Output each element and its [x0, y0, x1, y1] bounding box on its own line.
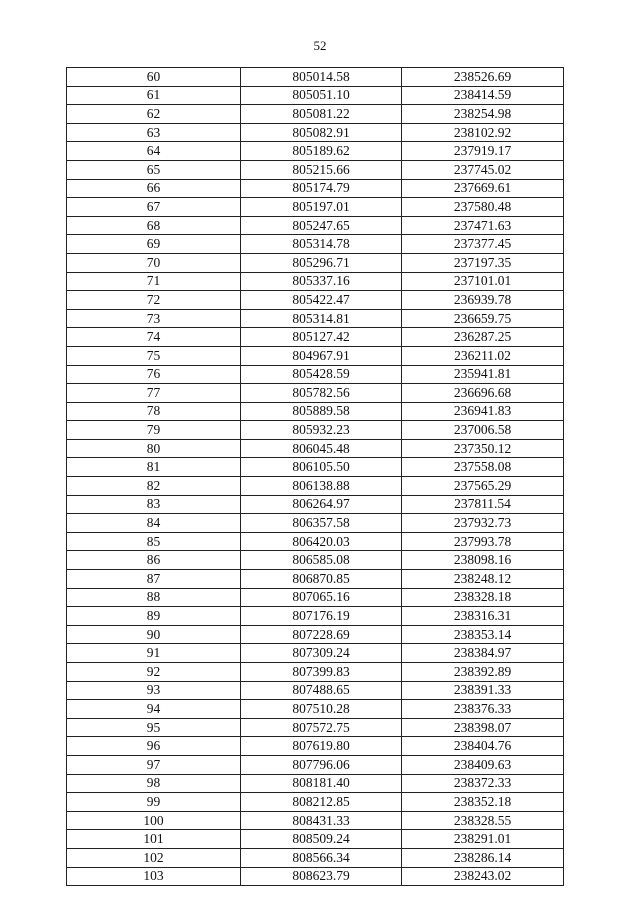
- y-coordinate-cell: 238286.14: [402, 848, 564, 867]
- point-number-cell: 78: [67, 402, 241, 421]
- table-row: [67, 179, 564, 198]
- point-number-cell: 67: [67, 198, 241, 217]
- x-coordinate-cell: 806264.97: [241, 495, 402, 514]
- x-coordinate-cell: 805127.42: [241, 328, 402, 347]
- table-row: [67, 570, 564, 589]
- x-coordinate-cell: 805314.78: [241, 235, 402, 254]
- point-number-cell: 70: [67, 253, 241, 272]
- y-coordinate-cell: 236659.75: [402, 309, 564, 328]
- table-row: [67, 755, 564, 774]
- x-coordinate-cell: 806585.08: [241, 551, 402, 570]
- point-number-cell: 98: [67, 774, 241, 793]
- table-row: [67, 216, 564, 235]
- y-coordinate-cell: 238352.18: [402, 793, 564, 812]
- table-row: [67, 774, 564, 793]
- point-number-cell: 77: [67, 384, 241, 403]
- x-coordinate-cell: 805422.47: [241, 291, 402, 310]
- y-coordinate-cell: 237350.12: [402, 439, 564, 458]
- table-row: [67, 328, 564, 347]
- y-coordinate-cell: 237565.29: [402, 477, 564, 496]
- table-row: [67, 811, 564, 830]
- point-number-cell: 90: [67, 625, 241, 644]
- y-coordinate-cell: 236211.02: [402, 346, 564, 365]
- x-coordinate-cell: 805082.91: [241, 123, 402, 142]
- y-coordinate-cell: 237558.08: [402, 458, 564, 477]
- table-row: [67, 458, 564, 477]
- x-coordinate-cell: 805051.10: [241, 86, 402, 105]
- x-coordinate-cell: 807619.80: [241, 737, 402, 756]
- table-row: [67, 532, 564, 551]
- table-row: [67, 514, 564, 533]
- y-coordinate-cell: 238384.97: [402, 644, 564, 663]
- point-number-cell: 71: [67, 272, 241, 291]
- x-coordinate-cell: 806045.48: [241, 439, 402, 458]
- y-coordinate-cell: 238316.31: [402, 607, 564, 626]
- x-coordinate-cell: 804967.91: [241, 346, 402, 365]
- point-number-cell: 95: [67, 718, 241, 737]
- y-coordinate-cell: 237669.61: [402, 179, 564, 198]
- table-row: [67, 235, 564, 254]
- point-number-cell: 83: [67, 495, 241, 514]
- y-coordinate-cell: 237811.54: [402, 495, 564, 514]
- x-coordinate-cell: 808431.33: [241, 811, 402, 830]
- point-number-cell: 62: [67, 105, 241, 124]
- x-coordinate-cell: 805247.65: [241, 216, 402, 235]
- y-coordinate-cell: 236696.68: [402, 384, 564, 403]
- table-row: [67, 346, 564, 365]
- y-coordinate-cell: 237471.63: [402, 216, 564, 235]
- y-coordinate-cell: 238404.76: [402, 737, 564, 756]
- x-coordinate-cell: 807065.16: [241, 588, 402, 607]
- y-coordinate-cell: 237006.58: [402, 421, 564, 440]
- table-row: [67, 365, 564, 384]
- point-number-cell: 97: [67, 755, 241, 774]
- point-number-cell: 82: [67, 477, 241, 496]
- table-row: [67, 105, 564, 124]
- coordinates-table-body: [67, 68, 564, 886]
- table-row: [67, 848, 564, 867]
- y-coordinate-cell: 238409.63: [402, 755, 564, 774]
- y-coordinate-cell: 238102.92: [402, 123, 564, 142]
- table-row: [67, 700, 564, 719]
- y-coordinate-cell: 236941.83: [402, 402, 564, 421]
- x-coordinate-cell: 808566.34: [241, 848, 402, 867]
- y-coordinate-cell: 238248.12: [402, 570, 564, 589]
- point-number-cell: 72: [67, 291, 241, 310]
- table-row: [67, 142, 564, 161]
- x-coordinate-cell: 807488.65: [241, 681, 402, 700]
- x-coordinate-cell: 808623.79: [241, 867, 402, 886]
- point-number-cell: 60: [67, 68, 241, 87]
- y-coordinate-cell: 238372.33: [402, 774, 564, 793]
- y-coordinate-cell: 236939.78: [402, 291, 564, 310]
- point-number-cell: 65: [67, 160, 241, 179]
- x-coordinate-cell: 807228.69: [241, 625, 402, 644]
- point-number-cell: 99: [67, 793, 241, 812]
- point-number-cell: 61: [67, 86, 241, 105]
- x-coordinate-cell: 805932.23: [241, 421, 402, 440]
- table-row: [67, 477, 564, 496]
- x-coordinate-cell: 807510.28: [241, 700, 402, 719]
- y-coordinate-cell: 237197.35: [402, 253, 564, 272]
- table-row: [67, 160, 564, 179]
- y-coordinate-cell: 238328.18: [402, 588, 564, 607]
- x-coordinate-cell: 806138.88: [241, 477, 402, 496]
- x-coordinate-cell: 806420.03: [241, 532, 402, 551]
- point-number-cell: 86: [67, 551, 241, 570]
- y-coordinate-cell: 235941.81: [402, 365, 564, 384]
- table-row: [67, 495, 564, 514]
- point-number-cell: 64: [67, 142, 241, 161]
- y-coordinate-cell: 237919.17: [402, 142, 564, 161]
- table-row: [67, 681, 564, 700]
- point-number-cell: 69: [67, 235, 241, 254]
- x-coordinate-cell: 806105.50: [241, 458, 402, 477]
- point-number-cell: 79: [67, 421, 241, 440]
- table-row: [67, 793, 564, 812]
- y-coordinate-cell: 238526.69: [402, 68, 564, 87]
- y-coordinate-cell: 237101.01: [402, 272, 564, 291]
- y-coordinate-cell: 238392.89: [402, 663, 564, 682]
- point-number-cell: 87: [67, 570, 241, 589]
- x-coordinate-cell: 806870.85: [241, 570, 402, 589]
- x-coordinate-cell: 806357.58: [241, 514, 402, 533]
- y-coordinate-cell: 238353.14: [402, 625, 564, 644]
- table-row: [67, 867, 564, 886]
- table-row: [67, 68, 564, 87]
- table-row: [67, 402, 564, 421]
- table-row: [67, 551, 564, 570]
- x-coordinate-cell: 805314.81: [241, 309, 402, 328]
- table-row: [67, 309, 564, 328]
- y-coordinate-cell: 238254.98: [402, 105, 564, 124]
- y-coordinate-cell: 238328.55: [402, 811, 564, 830]
- point-number-cell: 73: [67, 309, 241, 328]
- point-number-cell: 81: [67, 458, 241, 477]
- table-row: [67, 644, 564, 663]
- point-number-cell: 66: [67, 179, 241, 198]
- table-row: [67, 198, 564, 217]
- table-row: [67, 123, 564, 142]
- y-coordinate-cell: 238098.16: [402, 551, 564, 570]
- coordinates-table: [66, 67, 564, 886]
- table-row: [67, 663, 564, 682]
- y-coordinate-cell: 238391.33: [402, 681, 564, 700]
- point-number-cell: 75: [67, 346, 241, 365]
- y-coordinate-cell: 237377.45: [402, 235, 564, 254]
- table-row: [67, 625, 564, 644]
- point-number-cell: 85: [67, 532, 241, 551]
- x-coordinate-cell: 805189.62: [241, 142, 402, 161]
- table-row: [67, 718, 564, 737]
- x-coordinate-cell: 805014.58: [241, 68, 402, 87]
- page-number: 52: [313, 38, 327, 53]
- y-coordinate-cell: 238398.07: [402, 718, 564, 737]
- point-number-cell: 102: [67, 848, 241, 867]
- y-coordinate-cell: 237993.78: [402, 532, 564, 551]
- x-coordinate-cell: 805337.16: [241, 272, 402, 291]
- table-row: [67, 421, 564, 440]
- x-coordinate-cell: 805889.58: [241, 402, 402, 421]
- x-coordinate-cell: 808509.24: [241, 830, 402, 849]
- x-coordinate-cell: 807572.75: [241, 718, 402, 737]
- point-number-cell: 94: [67, 700, 241, 719]
- x-coordinate-cell: 805197.01: [241, 198, 402, 217]
- table-row: [67, 439, 564, 458]
- table-row: [67, 737, 564, 756]
- y-coordinate-cell: 238243.02: [402, 867, 564, 886]
- point-number-cell: 91: [67, 644, 241, 663]
- point-number-cell: 74: [67, 328, 241, 347]
- table-row: [67, 607, 564, 626]
- point-number-cell: 80: [67, 439, 241, 458]
- y-coordinate-cell: 238376.33: [402, 700, 564, 719]
- point-number-cell: 101: [67, 830, 241, 849]
- point-number-cell: 88: [67, 588, 241, 607]
- point-number-cell: 68: [67, 216, 241, 235]
- table-row: [67, 384, 564, 403]
- x-coordinate-cell: 807309.24: [241, 644, 402, 663]
- point-number-cell: 84: [67, 514, 241, 533]
- x-coordinate-cell: 805428.59: [241, 365, 402, 384]
- table-row: [67, 291, 564, 310]
- point-number-cell: 89: [67, 607, 241, 626]
- x-coordinate-cell: 807176.19: [241, 607, 402, 626]
- y-coordinate-cell: 238291.01: [402, 830, 564, 849]
- x-coordinate-cell: 805782.56: [241, 384, 402, 403]
- x-coordinate-cell: 807796.06: [241, 755, 402, 774]
- point-number-cell: 103: [67, 867, 241, 886]
- table-row: [67, 272, 564, 291]
- point-number-cell: 92: [67, 663, 241, 682]
- x-coordinate-cell: 805174.79: [241, 179, 402, 198]
- point-number-cell: 63: [67, 123, 241, 142]
- point-number-cell: 96: [67, 737, 241, 756]
- table-row: [67, 588, 564, 607]
- y-coordinate-cell: 236287.25: [402, 328, 564, 347]
- table-row: [67, 830, 564, 849]
- y-coordinate-cell: 237580.48: [402, 198, 564, 217]
- x-coordinate-cell: 805215.66: [241, 160, 402, 179]
- point-number-cell: 100: [67, 811, 241, 830]
- y-coordinate-cell: 237745.02: [402, 160, 564, 179]
- x-coordinate-cell: 805081.22: [241, 105, 402, 124]
- y-coordinate-cell: 237932.73: [402, 514, 564, 533]
- point-number-cell: 76: [67, 365, 241, 384]
- table-row: [67, 253, 564, 272]
- x-coordinate-cell: 807399.83: [241, 663, 402, 682]
- x-coordinate-cell: 805296.71: [241, 253, 402, 272]
- y-coordinate-cell: 238414.59: [402, 86, 564, 105]
- x-coordinate-cell: 808212.85: [241, 793, 402, 812]
- point-number-cell: 93: [67, 681, 241, 700]
- table-row: [67, 86, 564, 105]
- x-coordinate-cell: 808181.40: [241, 774, 402, 793]
